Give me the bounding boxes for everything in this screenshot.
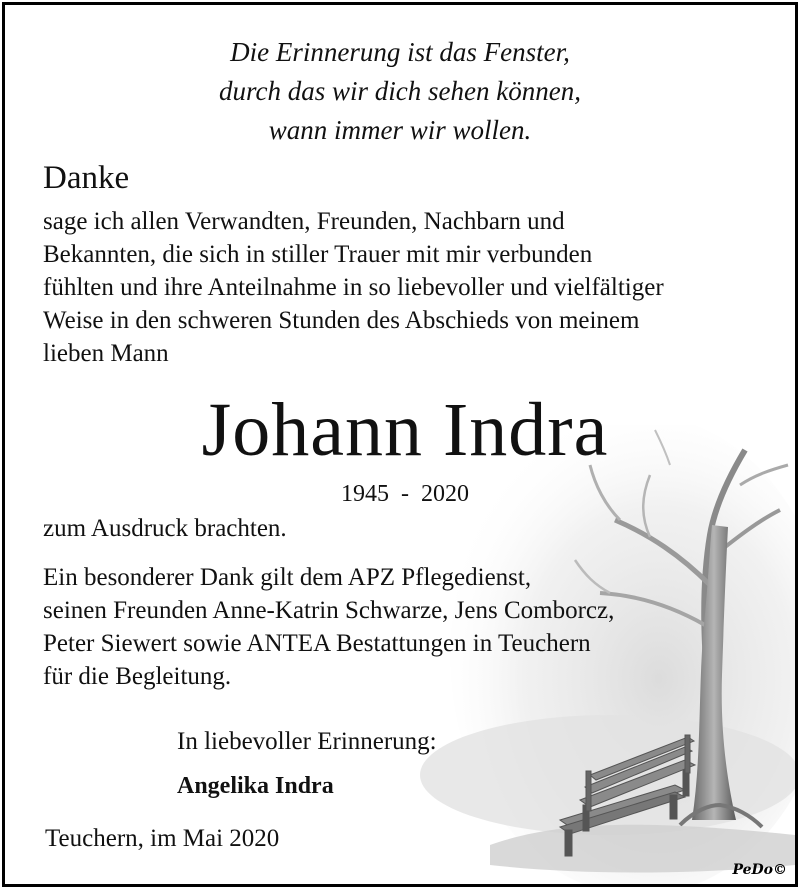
life-years: 1945 - 2020 xyxy=(341,481,469,507)
memory-label: In liebevoller Erinnerung: xyxy=(177,728,437,755)
quote-line: durch das wir dich sehen können, xyxy=(219,76,581,106)
special-thanks-line: Peter Siewert sowie ANTEA Bestattungen in Teuchern xyxy=(43,630,591,657)
special-thanks-line: seinen Freunden Anne-Katrin Schwarze, Jens Comborcz, xyxy=(43,597,615,624)
place-and-date: Teuchern, im Mai 2020 xyxy=(45,825,280,852)
quote-line: wann immer wir wollen. xyxy=(268,115,532,145)
thanks-heading: Danke xyxy=(43,160,130,196)
intro-line: fühlten und ihre Anteilnahme in so liebevoller und vielfältiger xyxy=(43,274,664,301)
quote-line: Die Erinnerung ist das Fenster, xyxy=(230,37,570,67)
memorial-quote xyxy=(5,33,795,150)
deceased-name: Johann Indra xyxy=(201,388,609,472)
intro-line: Weise in den schweren Stunden des Abschieds von meinem xyxy=(43,307,640,334)
obituary-card xyxy=(2,2,798,887)
intro-line: sage ich allen Verwandten, Freunden, Nachbarn und xyxy=(43,208,565,235)
artist-mark: PeDo© xyxy=(732,862,787,878)
signer-name: Angelika Indra xyxy=(177,773,334,799)
special-thanks-line: Ein besonderer Dank gilt dem APZ Pflegedienst, xyxy=(43,564,532,591)
special-thanks-line: für die Begleitung. xyxy=(43,663,232,690)
special-thanks-text xyxy=(43,561,614,693)
intro-line: lieben Mann xyxy=(43,340,169,367)
intro-line: Bekannten, die sich in stiller Trauer mit mir verbunden xyxy=(43,241,593,268)
thanks-intro-text xyxy=(43,205,773,370)
closing-phrase: zum Ausdruck brachten. xyxy=(43,515,287,542)
